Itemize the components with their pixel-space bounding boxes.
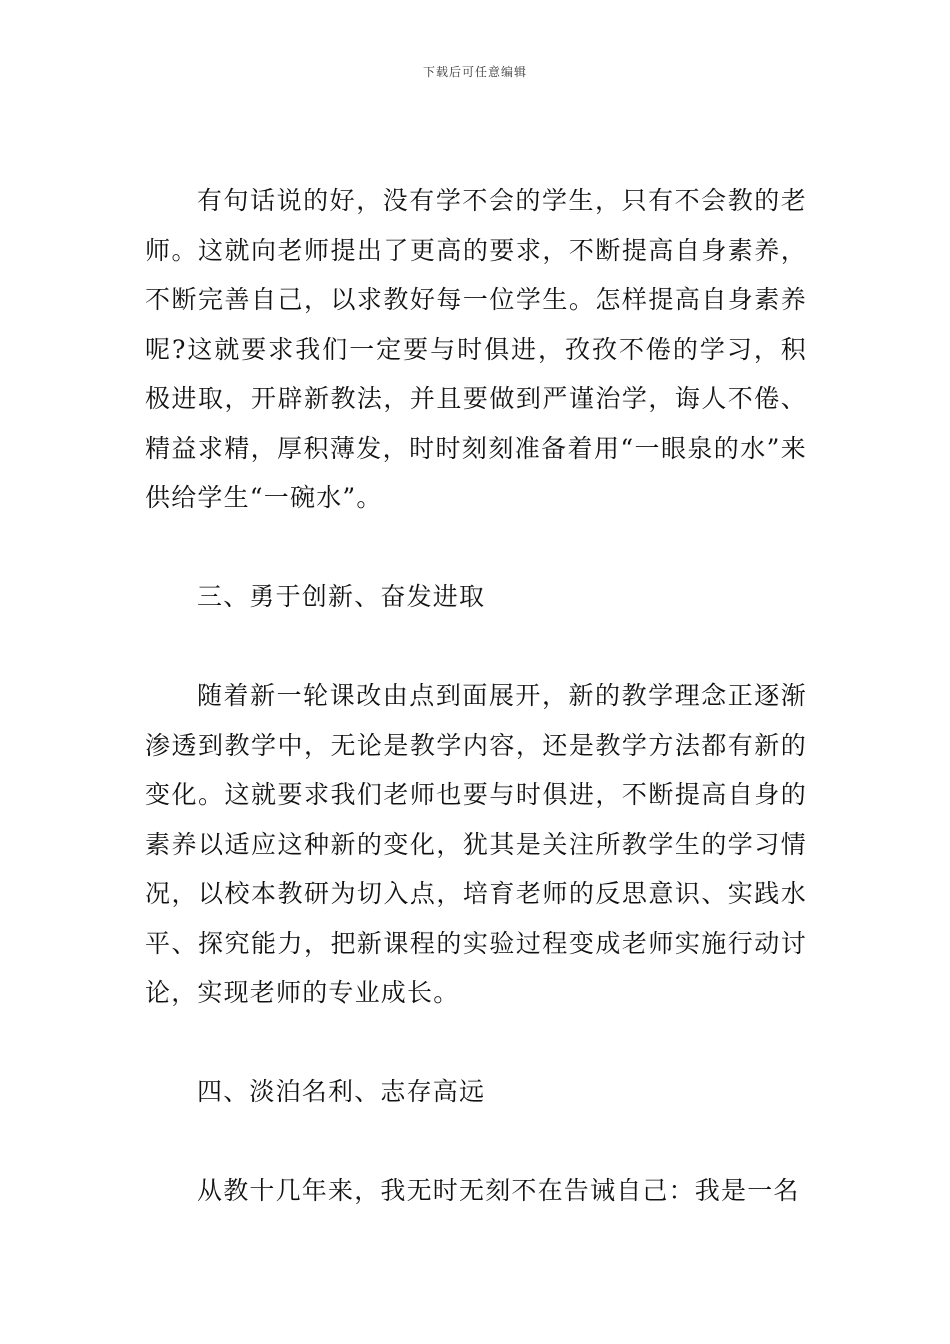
document-body [145,176,807,1216]
body-paragraph: 从教十几年来，我无时无刻不在告诫自己：我是一名 [197,1176,800,1205]
section-heading: 四、淡泊名利、志存高远 [197,1077,486,1106]
section-heading: 三、勇于创新、奋发进取 [197,582,486,611]
paragraph-spacer [145,1018,807,1068]
page-header-note: 下载后可任意编辑 [422,65,527,79]
paragraph-spacer [145,523,807,573]
paragraph-spacer [145,1117,807,1167]
body-paragraph: 有句话说的好，没有学不会的学生，只有不会教的老师。这就向老师提出了更高的要求，不断提高自身素养，不断完善自己，以求教好每一位学生。怎样提高自身素养呢?这就要求我们一定要与时俱进，孜孜不倦的学习，积极进取，开辟新教法，并且要做到严谨治学，诲人不倦、精益求精，厚积薄发，时时刻刻准备着用“一眼泉的水”来供给学生“一碗水”。 [145,186,807,512]
paragraph-spacer [145,622,807,672]
body-paragraph: 随着新一轮课改由点到面展开，新的教学理念正逐渐渗透到教学中，无论是教学内容，还是教学方法都有新的变化。这就要求我们老师也要与时俱进，不断提高自身的素养以适应这种新的变化，犹其是关注所教学生的学习情况，以校本教研为切入点，培育老师的反思意识、实践水平、探究能力，把新课程的实验过程变成老师实施行动讨论，实现老师的专业成长。 [145,681,807,1007]
